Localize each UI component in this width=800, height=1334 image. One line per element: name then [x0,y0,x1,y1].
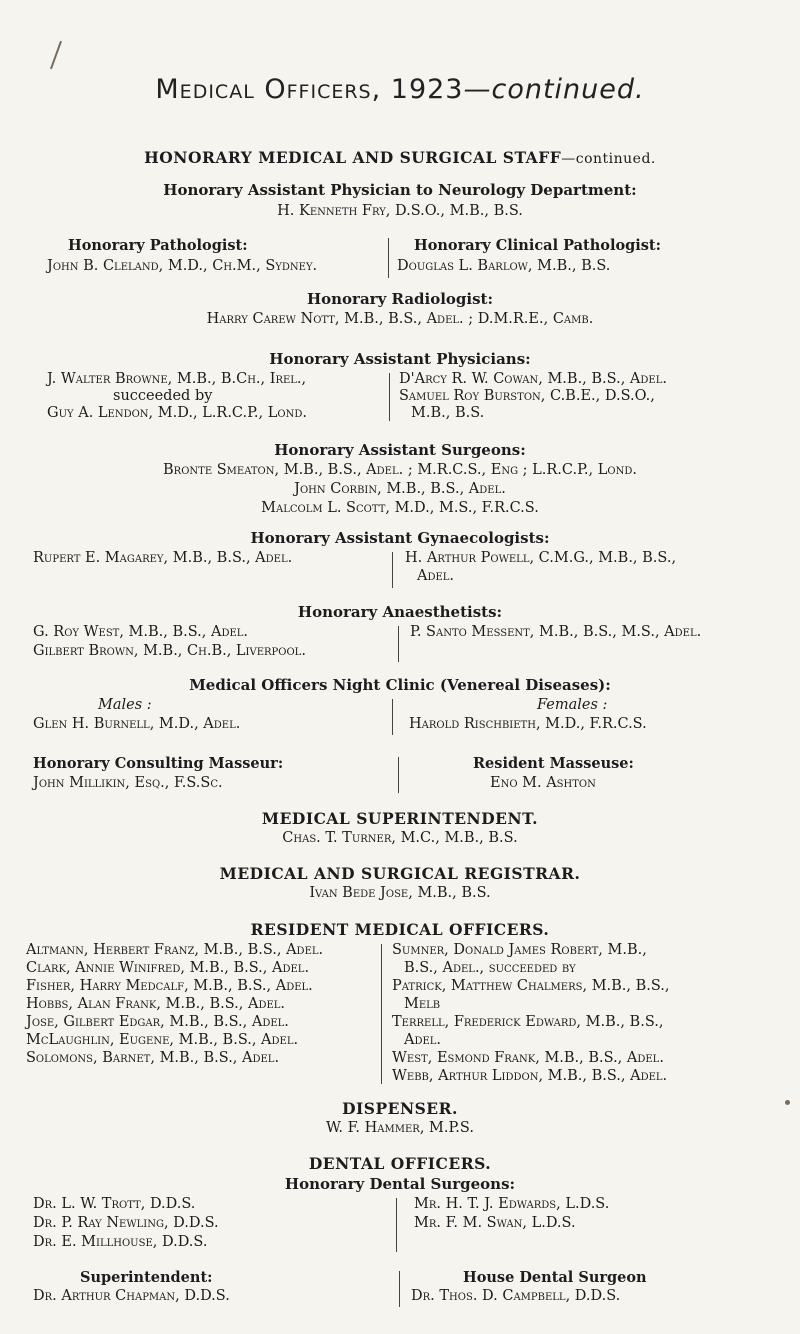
honorary-staff-heading: HONORARY MEDICAL AND SURGICAL STAFF [144,148,562,167]
pathologist-name: John B. Cleland, M.D., Ch.M., Sydney. [47,258,318,274]
asst-surgeon-1: Bronte Smeaton, M.B., B.S., Adel. ; M.R.C.S., Eng ; L.R.C.P., Lond. [163,462,637,478]
asst-surgeon-2: John Corbin, M.B., B.S., Adel. [294,481,506,497]
resident-heading: RESIDENT MEDICAL OFFICERS. [250,920,550,939]
dental-heading: DENTAL OFFICERS. [308,1154,492,1173]
resident-left-7: Solomons, Barnet, M.B., B.S., Adel. [26,1050,280,1066]
gynaecologists-heading: Honorary Assistant Gynaecologists: [250,529,550,547]
section-heading-honorary-staff [0,148,800,167]
radiologist-name: Harry Carew Nott, M.B., B.S., Adel. ; D.M.R.E., Camb. [206,311,594,327]
column-divider [399,1271,400,1307]
masseuse-name: Eno M. Ashton [490,775,596,791]
resident-right-8: Webb, Arthur Liddon, M.B., B.S., Adel. [392,1068,668,1084]
column-divider [396,1198,397,1252]
dental-right-2: Mr. F. M. Swan, L.D.S. [414,1215,576,1231]
pathologist-heading: Honorary Pathologist: [68,237,248,254]
column-divider [392,699,393,735]
column-divider [392,552,393,588]
resident-right-3: Patrick, Matthew Chalmers, M.B., B.S., [392,978,670,994]
neurology-name: H. Kenneth Fry, D.S.O., M.B., B.S. [277,203,523,219]
superintendent-heading: MEDICAL SUPERINTENDENT. [261,809,539,828]
resident-right-1: Sumner, Donald James Robert, M.B., [392,942,647,958]
scan-mark [50,41,62,70]
dental-superintendent-heading: Superintendent: [80,1269,213,1286]
males-name: Glen H. Burnell, M.D., Adel. [33,716,241,732]
resident-left-5: Jose, Gilbert Edgar, M.B., B.S., Adel. [26,1014,289,1030]
column-divider [388,238,389,278]
gynaecologist-right-1: H. Arthur Powell, C.M.G., M.B., B.S., [405,550,677,566]
dental-subheading: Honorary Dental Surgeons: [284,1175,516,1193]
dental-left-3: Dr. E. Millhouse, D.D.S. [33,1234,208,1250]
page-title-main: Medical Officers, 1923 [155,74,464,105]
page-title [0,74,800,105]
resident-right-4: Melb [404,996,441,1012]
page-title-continued: —continued. [463,74,645,105]
dental-left-2: Dr. P. Ray Newling, D.D.S. [33,1215,219,1231]
registrar-name: Ivan Bede Jose, M.B., B.S. [309,885,491,901]
resident-left-3: Fisher, Harry Medcalf, M.B., B.S., Adel. [26,978,313,994]
asst-physician-left-2: succeeded by [113,388,213,404]
dispenser-name: W. F. Hammer, M.P.S. [326,1120,474,1136]
masseuse-heading: Resident Masseuse: [473,755,634,772]
house-dental-heading: House Dental Surgeon [463,1269,647,1286]
neurology-heading: Honorary Assistant Physician to Neurology Department: [163,181,637,199]
resident-left-4: Hobbs, Alan Frank, M.B., B.S., Adel. [26,996,286,1012]
superintendent-name: Chas. T. Turner, M.C., M.B., B.S. [282,830,518,846]
registrar-heading: MEDICAL AND SURGICAL REGISTRAR. [219,864,581,883]
gynaecologist-right-2: Adel. [417,568,455,584]
resident-right-6: Adel. [404,1032,442,1048]
asst-physician-left-1: J. Walter Browne, M.B., B.Ch., Irel., [47,371,307,387]
column-divider [398,626,399,662]
clinical-pathologist-name: Douglas L. Barlow, M.B., B.S. [397,258,611,274]
night-clinic-heading: Medical Officers Night Clinic (Venereal Diseases): [189,676,611,694]
radiologist-heading: Honorary Radiologist: [306,290,494,308]
gynaecologist-left-1: Rupert E. Magarey, M.B., B.S., Adel. [33,550,293,566]
masseur-name: John Millikin, Esq., F.S.Sc. [33,775,223,791]
asst-physician-right-1: D'Arcy R. W. Cowan, M.B., B.S., Adel. [399,371,667,387]
asst-physicians-heading: Honorary Assistant Physicians: [269,350,531,368]
house-dental-name: Dr. Thos. D. Campbell, D.D.S. [411,1288,621,1304]
honorary-staff-continued: —continued. [561,151,656,167]
anaesthetist-left-1: G. Roy West, M.B., B.S., Adel. [33,624,249,640]
dental-superintendent-name: Dr. Arthur Chapman, D.D.S. [33,1288,230,1304]
males-label: Males : [98,697,152,713]
resident-left-2: Clark, Annie Winifred, M.B., B.S., Adel. [26,960,310,976]
masseur-heading: Honorary Consulting Masseur: [33,755,284,772]
asst-surgeons-heading: Honorary Assistant Surgeons: [274,441,526,459]
column-divider [381,944,382,1084]
resident-right-5: Terrell, Frederick Edward, M.B., B.S., [392,1014,664,1030]
dispenser-heading: DISPENSER. [342,1099,458,1118]
column-divider [398,757,399,793]
anaesthetist-left-2: Gilbert Brown, M.B., Ch.B., Liverpool. [33,643,306,659]
dental-right-1: Mr. H. T. J. Edwards, L.D.S. [414,1196,610,1212]
asst-physician-right-3: M.B., B.S. [411,405,485,421]
anaesthetist-right-1: P. Santo Messent, M.B., B.S., M.S., Adel. [410,624,702,640]
asst-physician-left-3: Guy A. Lendon, M.D., L.R.C.P., Lond. [47,405,307,421]
anaesthetists-heading: Honorary Anaesthetists: [297,603,503,621]
column-divider [389,373,390,421]
resident-left-1: Altmann, Herbert Franz, M.B., B.S., Adel. [26,942,324,958]
females-label: Females : [537,697,608,713]
clinical-pathologist-heading: Honorary Clinical Pathologist: [414,237,661,254]
resident-right-7: West, Esmond Frank, M.B., B.S., Adel. [392,1050,664,1066]
resident-left-6: McLaughlin, Eugene, M.B., B.S., Adel. [26,1032,299,1048]
females-name: Harold Rischbieth, M.D., F.R.C.S. [409,716,647,732]
asst-physician-right-2: Samuel Roy Burston, C.B.E., D.S.O., [399,388,655,404]
asst-surgeon-3: Malcolm L. Scott, M.D., M.S., F.R.C.S. [261,500,539,516]
dental-left-1: Dr. L. W. Trott, D.D.S. [33,1196,196,1212]
scan-mark [785,1100,790,1105]
resident-right-2: B.S., Adel., succeeded by [404,960,576,976]
